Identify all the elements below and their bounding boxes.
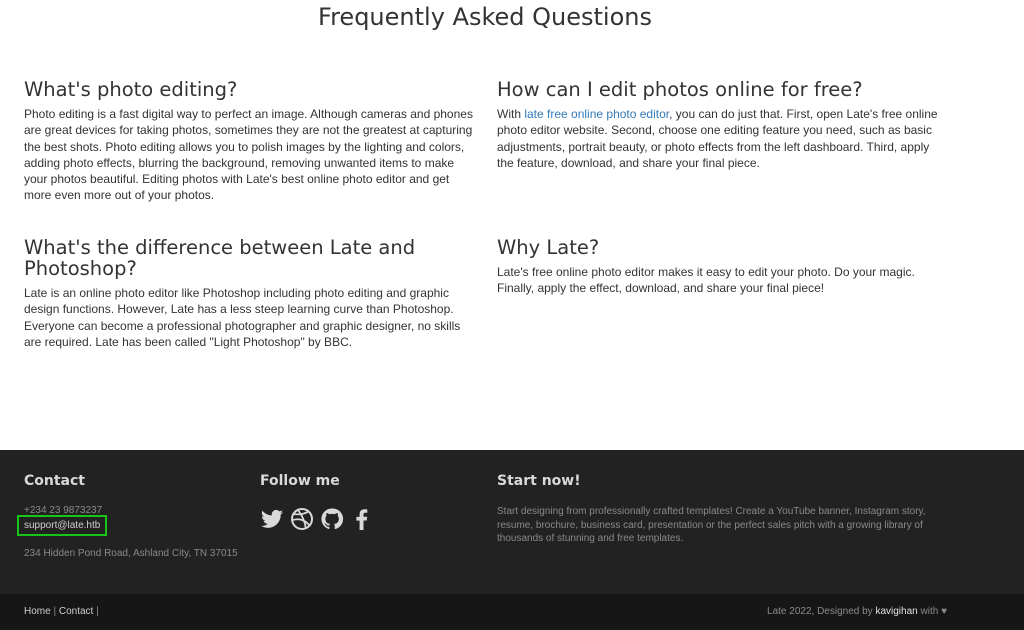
faq-item-edit-free — [497, 79, 947, 171]
social-links — [260, 507, 374, 531]
credits-prefix: Late 2022, Designed by — [767, 606, 876, 617]
heart-icon: ♥ — [941, 606, 947, 617]
contact-address: 234 Hidden Pond Road, Ashland City, TN 37015 — [24, 548, 238, 559]
contact-link[interactable]: Contact — [58, 606, 94, 617]
faq-item-late-vs-photoshop — [24, 237, 468, 350]
link-separator: | — [53, 606, 57, 617]
faq-question: What's photo editing? — [24, 78, 238, 101]
contact-heading: Contact — [24, 473, 85, 489]
credits-suffix: with — [917, 606, 942, 617]
faq-answer: Late is an online photo editor like Photoshop including photo editing and graphic design functions. However, Late has a less steep learning curve than Photoshop. Everyone can become a professional photographer and graphic designer, no skills are required. Late has been called "Light Photoshop" by BBC. — [24, 286, 461, 349]
dribbble-icon[interactable] — [290, 507, 314, 531]
faq-title: Frequently Asked Questions — [318, 3, 652, 31]
faq-answer: Photo editing is a fast digital way to perfect an image. Although cameras and phones are great devices for taking photos, sometimes they are not the greatest at capturing the best shots. Photo editing allows you to polish images by the lighting and colors, adding photo effects, blurring the background, removing unwanted items to make your photos beautiful. Editing photos with Late's best online photo editor and get more even more out of your photos. — [24, 107, 473, 203]
footer — [0, 450, 1024, 594]
answer-prefix: With — [497, 107, 525, 121]
contact-phone: +234 23 9873237 — [24, 505, 103, 516]
author-name: kavigihan — [875, 606, 918, 617]
faq-answer: Late's free online photo editor makes it easy to edit your photo. Do your magic. Finally, apply the effect, download, and share your final piece! — [497, 265, 915, 296]
answer-suffix: , you can do just that. First, open Late's free online photo editor website. Second, choose one editing feature you need, such as basic adjustments, portrait beauty, or photo effects from the left dashboard. Third, apply the feature, download, and share your final piece. — [497, 107, 938, 170]
follow-heading: Follow me — [260, 473, 340, 489]
home-link[interactable]: Home — [24, 606, 51, 617]
start-text: Start designing from professionally crafted templates! Create a YouTube banner, Instagram story, resume, brochure, business card, presentation or the perfect sales pitch with a growing library of thousands of stunning and free templates. — [497, 506, 926, 544]
faq-item-why-late — [497, 237, 947, 297]
link-separator: | — [96, 606, 99, 617]
github-icon[interactable] — [320, 507, 344, 531]
credits — [767, 606, 947, 618]
bottom-bar — [0, 594, 1024, 630]
bottom-links — [24, 606, 99, 618]
facebook-icon[interactable] — [350, 507, 374, 531]
faq-question: What's the difference between Late and Photoshop? — [24, 236, 416, 280]
photo-editor-link[interactable]: late free online photo editor — [524, 107, 670, 121]
faq-question: Why Late? — [497, 236, 600, 259]
faq-question: How can I edit photos online for free? — [497, 78, 863, 101]
twitter-icon[interactable] — [260, 507, 284, 531]
faq-item-photo-editing — [24, 79, 474, 204]
contact-email[interactable]: support@late.htb — [17, 515, 107, 536]
start-heading: Start now! — [497, 473, 581, 489]
faq-answer — [497, 106, 947, 171]
